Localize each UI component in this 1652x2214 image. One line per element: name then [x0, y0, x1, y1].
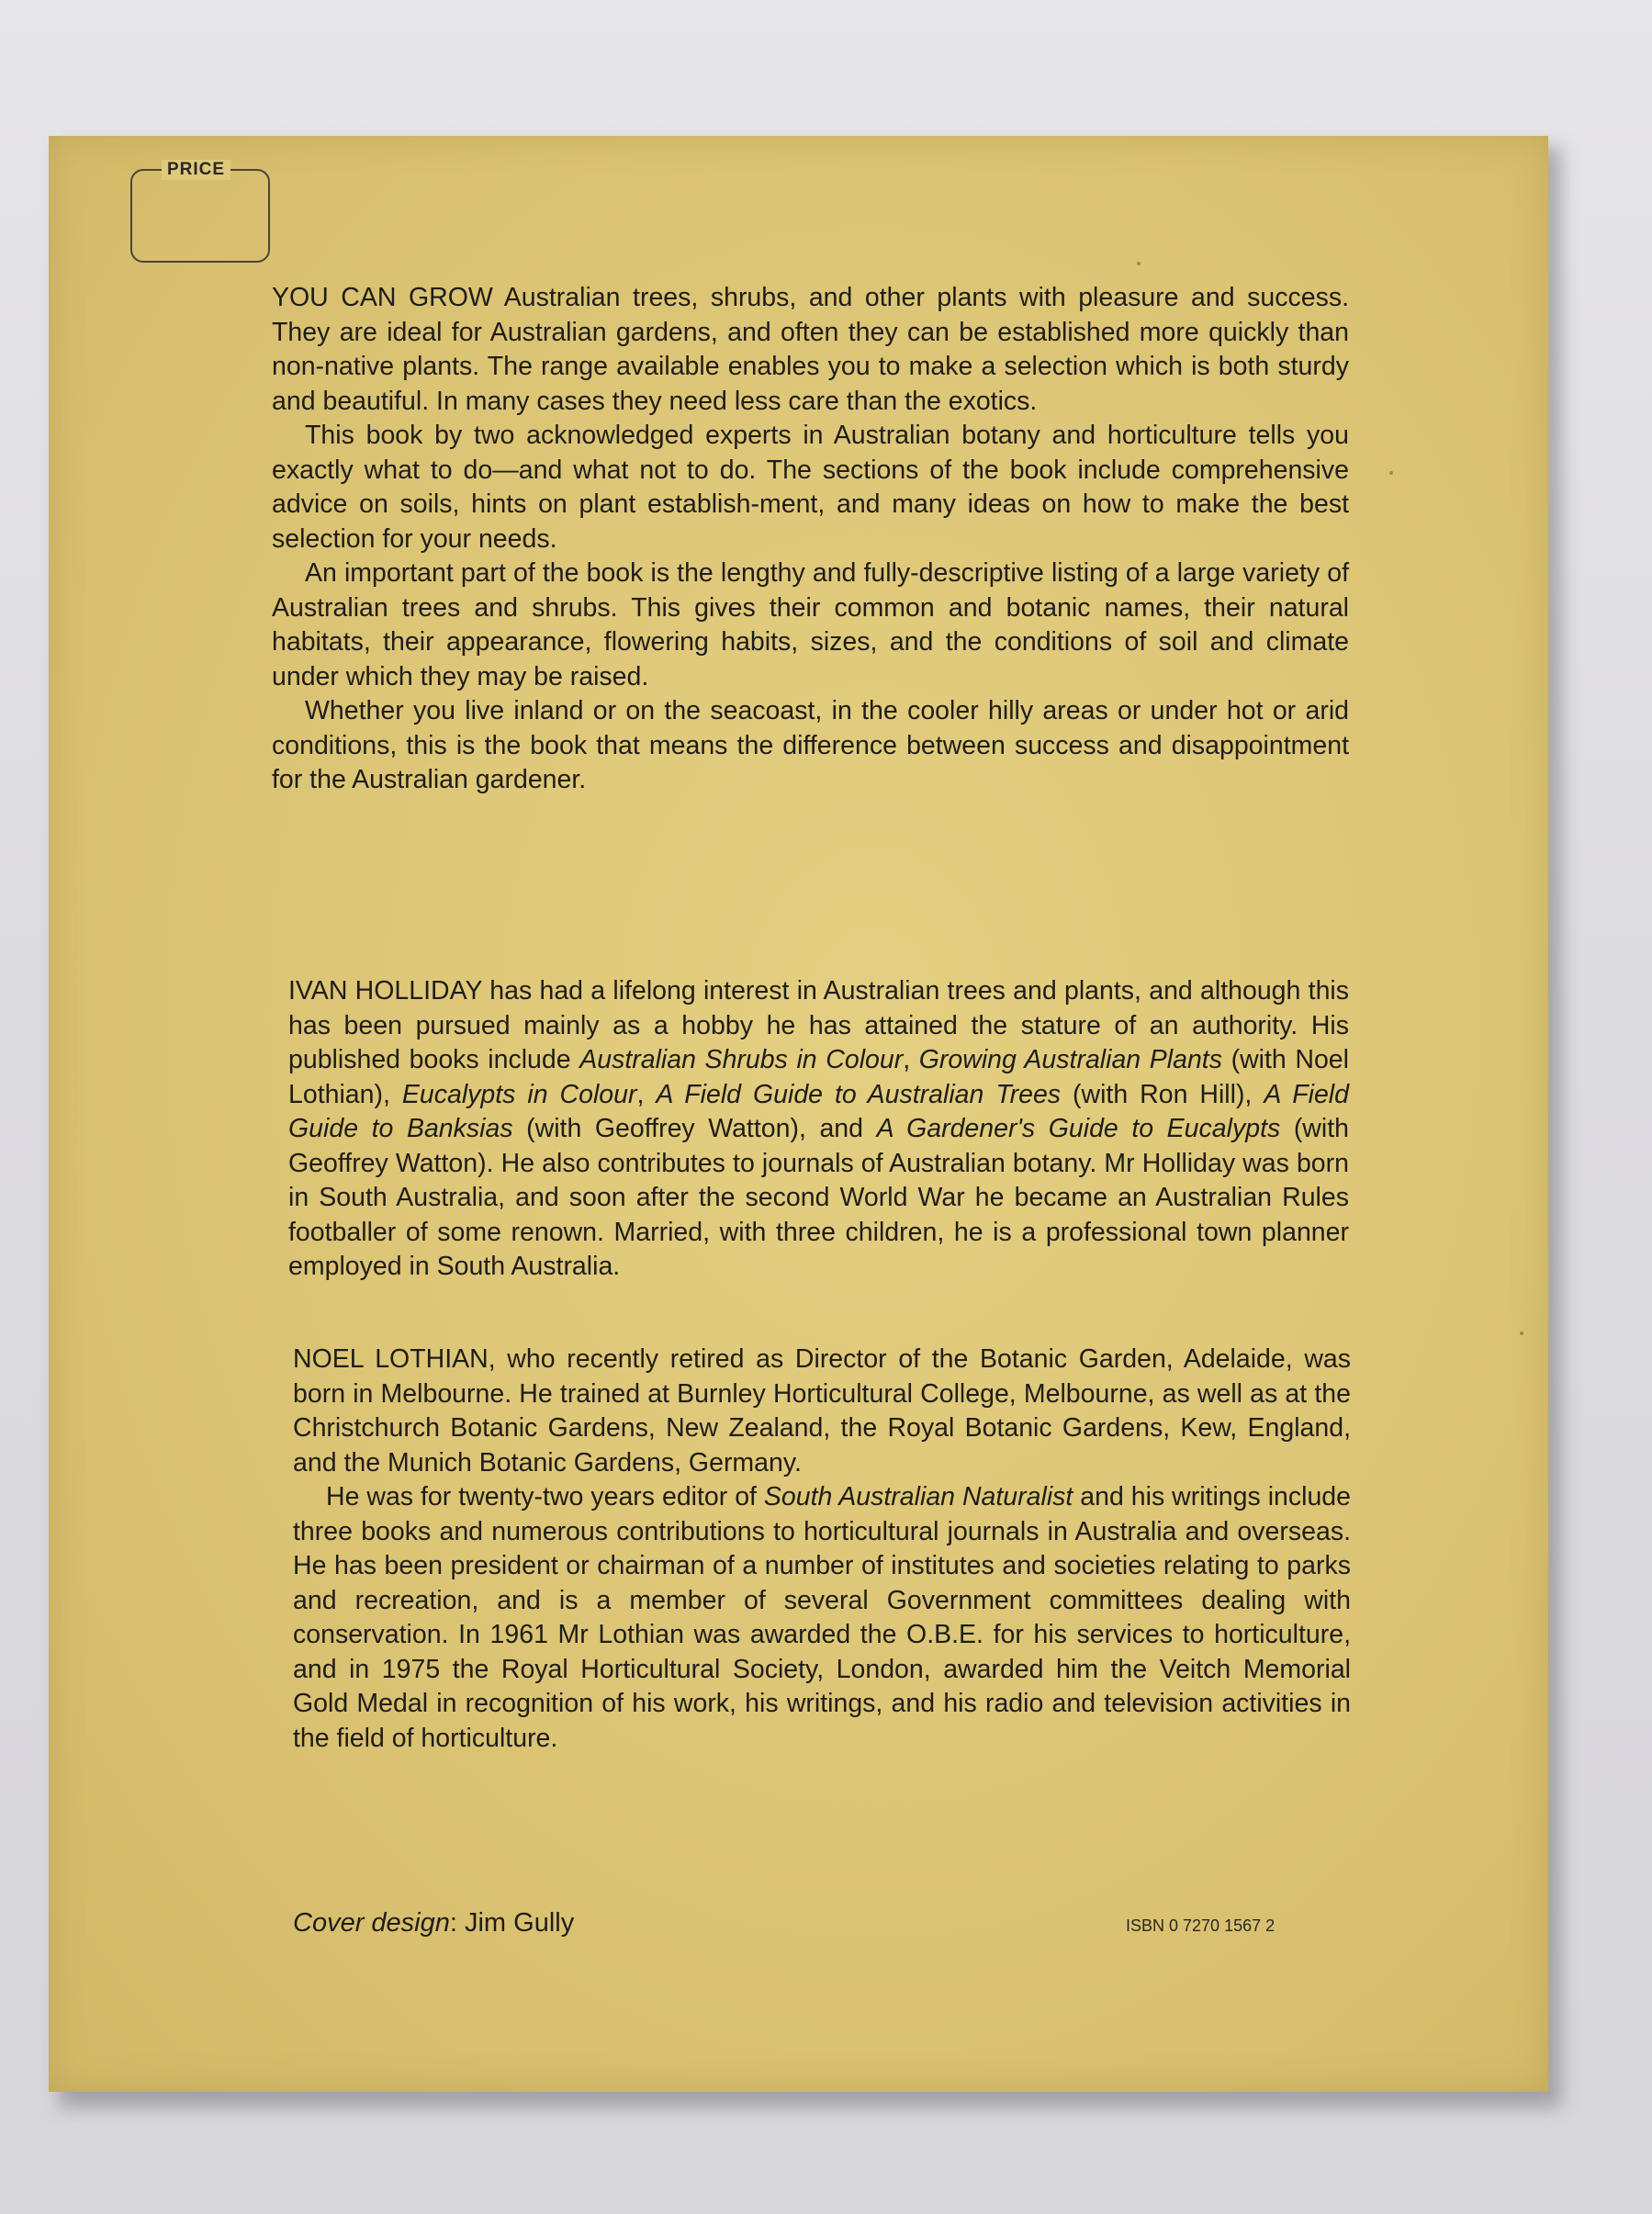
price-box [130, 160, 270, 263]
bio-text: He was for twenty-two years editor of [326, 1482, 764, 1512]
book-title: A Field Guide to Australian Trees [656, 1079, 1062, 1109]
blurb-paragraph: An important part of the book is the lengthy and fully-descriptive listing of a large variety of Australian trees and shrubs. This gives their common and botanic names, their natural habitats, their appearance, flowering habits, sizes, and the conditions of soil and climate under which they may be raised. [272, 558, 1349, 691]
bio-text: (with Geoffrey Watton), and [512, 1114, 877, 1143]
cover-designer: : Jim Gully [449, 1908, 575, 1938]
blurb-paragraph: YOU CAN GROW Australian trees, shrubs, and other plants with pleasure and success. They are ideal for Australian gardens, and often they can be established more quickly than non-native plants. The range available enables you to make a selection which is both sturdy and beautiful. In many cases they need less care than the exotics. [272, 283, 1349, 416]
bio-text: (with Ron Hill), [1061, 1079, 1264, 1109]
bio-paragraph [293, 1480, 1351, 1756]
lothian-bio [293, 1343, 1351, 1756]
blurb-paragraph: Whether you live inland or on the seacoast, in the cooler hilly areas or under hot or arid conditions, this is the book that means the difference between success and disappointment for the Australian gardener. [272, 696, 1349, 794]
paper-speck [1389, 471, 1393, 475]
isbn: ISBN 0 7270 1567 2 [1126, 1916, 1276, 1935]
blurb-text [272, 281, 1349, 798]
book-title: Australian Shrubs in Colour [579, 1045, 904, 1074]
book-title: Eucalypts in Colour [401, 1079, 637, 1109]
journal-title: South Australian Naturalist [763, 1482, 1073, 1512]
cover-design-credit [293, 1906, 574, 1939]
paper-speck [1520, 1332, 1523, 1335]
price-label: PRICE [162, 160, 230, 180]
bio-text: and his writings include three books and numerous contributions to horticultural journals in Australia and overseas. He has been president or chairman of a number of institutes and societies relating to parks and recreation, and is a member of several Government committees dealing with conservation. In 1961 Mr Lothian was awarded the O.B.E. for his services to horticulture, and in 1975 the Royal Horticultural Society, London, awarded him the Veitch Memorial Gold Medal in recognition of his work, his writings, and his radio and television activities in the field of horticulture. [293, 1482, 1352, 1753]
cover-design-label: Cover design [293, 1908, 450, 1938]
bio-text: IVAN HOLLIDAY has had a lifelong interest in Australian trees and plants, and although this has been pursued mainly as a hobby he has attained the stature of an authority. His published books include [288, 976, 1349, 1074]
bio-paragraph: NOEL LOTHIAN, who recently retired as Director of the Botanic Garden, Adelaide, was born in Melbourne. He trained at Burnley Horticultural College, Melbourne, as well as at the Christchurch Botanic Gardens, New Zealand, the Royal Botanic Gardens, Kew, England, and the Munich Botanic Gardens, Germany. [293, 1344, 1351, 1478]
blurb-paragraph: This book by two acknowledged experts in Australian botany and horticulture tells you exactly what to do—and what not to do. The sections of the book include comprehensive advice on soils, hints on plant establish-ment, and many ideas on how to make the best selection for your needs. [272, 421, 1349, 554]
book-back-cover [49, 136, 1548, 2092]
holliday-bio [288, 974, 1349, 1285]
bio-text: (with Geoffrey Watton). He also contributes to journals of Australian botany. Mr Holliday was born in South Australia, and soon after the second World War he became an Australian Rules footballer of some renown. Married, with three children, he is a professional town planner employed in South Australia. [288, 1114, 1349, 1281]
book-title: A Gardener's Guide to Eucalypts [876, 1114, 1281, 1143]
bio-text: , [636, 1079, 657, 1109]
book-title: Growing Australian Plants [918, 1045, 1222, 1074]
bio-text: , [903, 1045, 919, 1074]
paper-speck [1137, 262, 1141, 265]
book-title: A Field Guide to Banksias [288, 1079, 1349, 1143]
bio-text: (with Noel Lothian), [288, 1045, 1349, 1109]
